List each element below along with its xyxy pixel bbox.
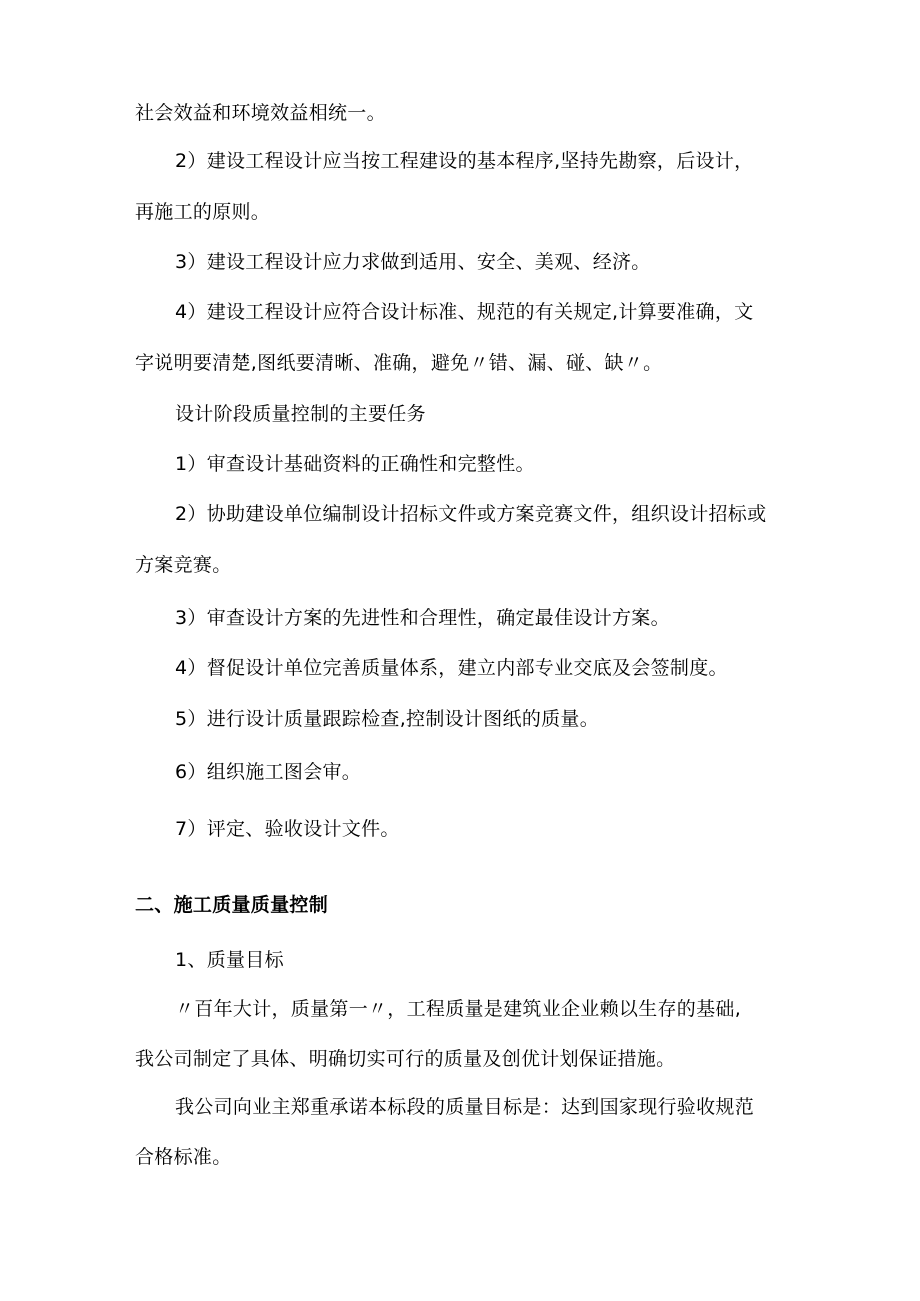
paragraph-line: 〃百年大计，质量第一〃，工程质量是建筑业企业赖以生存的基础, [175,998,742,1020]
list-item-task-2: 2）协助建设单位编制设计招标文件或方案竞赛文件，组织设计招标或 [175,503,767,525]
paragraph-line: 方案竞赛。 [135,554,232,576]
subsection-heading: 1、质量目标 [175,949,284,971]
list-item-design-procedure: 2）建设工程设计应当按工程建设的基本程序,坚持先勘察，后设计， [175,150,754,172]
section-heading: 二、施工质量质量控制 [135,894,329,916]
section-subtitle: 设计阶段质量控制的主要任务 [175,403,426,425]
paragraph-line: 我公司制定了具体、明确切实可行的质量及创优计划保证措施。 [135,1048,676,1070]
list-item-design-goals: 3）建设工程设计应力求做到适用、安全、美观、经济。 [175,251,651,273]
list-item-design-standards: 4）建设工程设计应符合设计标准、规范的有关规定,计算要准确，文 [175,301,754,323]
list-item-task-7: 7）评定、验收设计文件。 [175,818,400,840]
paragraph-line: 我公司向业主郑重承诺本标段的质量目标是：达到国家现行验收规范 [175,1096,755,1118]
list-item-task-5: 5）进行设计质量跟踪检查,控制设计图纸的质量。 [175,708,600,730]
paragraph-line: 字说明要清楚,图纸要清晰、准确，避免〃错、漏、碰、缺〃。 [135,352,663,374]
list-item-task-1: 1）审查设计基础资料的正确性和完整性。 [175,453,535,475]
list-item-task-3: 3）审查设计方案的先进性和合理性，确定最佳设计方案。 [175,607,670,629]
paragraph-line: 再施工的原则。 [135,201,271,223]
list-item-task-6: 6）组织施工图会审。 [175,761,362,783]
paragraph-line: 合格标准。 [135,1146,232,1168]
list-item-task-4: 4）督促设计单位完善质量体系，建立内部专业交底及会签制度。 [175,657,728,679]
paragraph-line: 社会效益和环境效益相统一。 [135,102,386,124]
